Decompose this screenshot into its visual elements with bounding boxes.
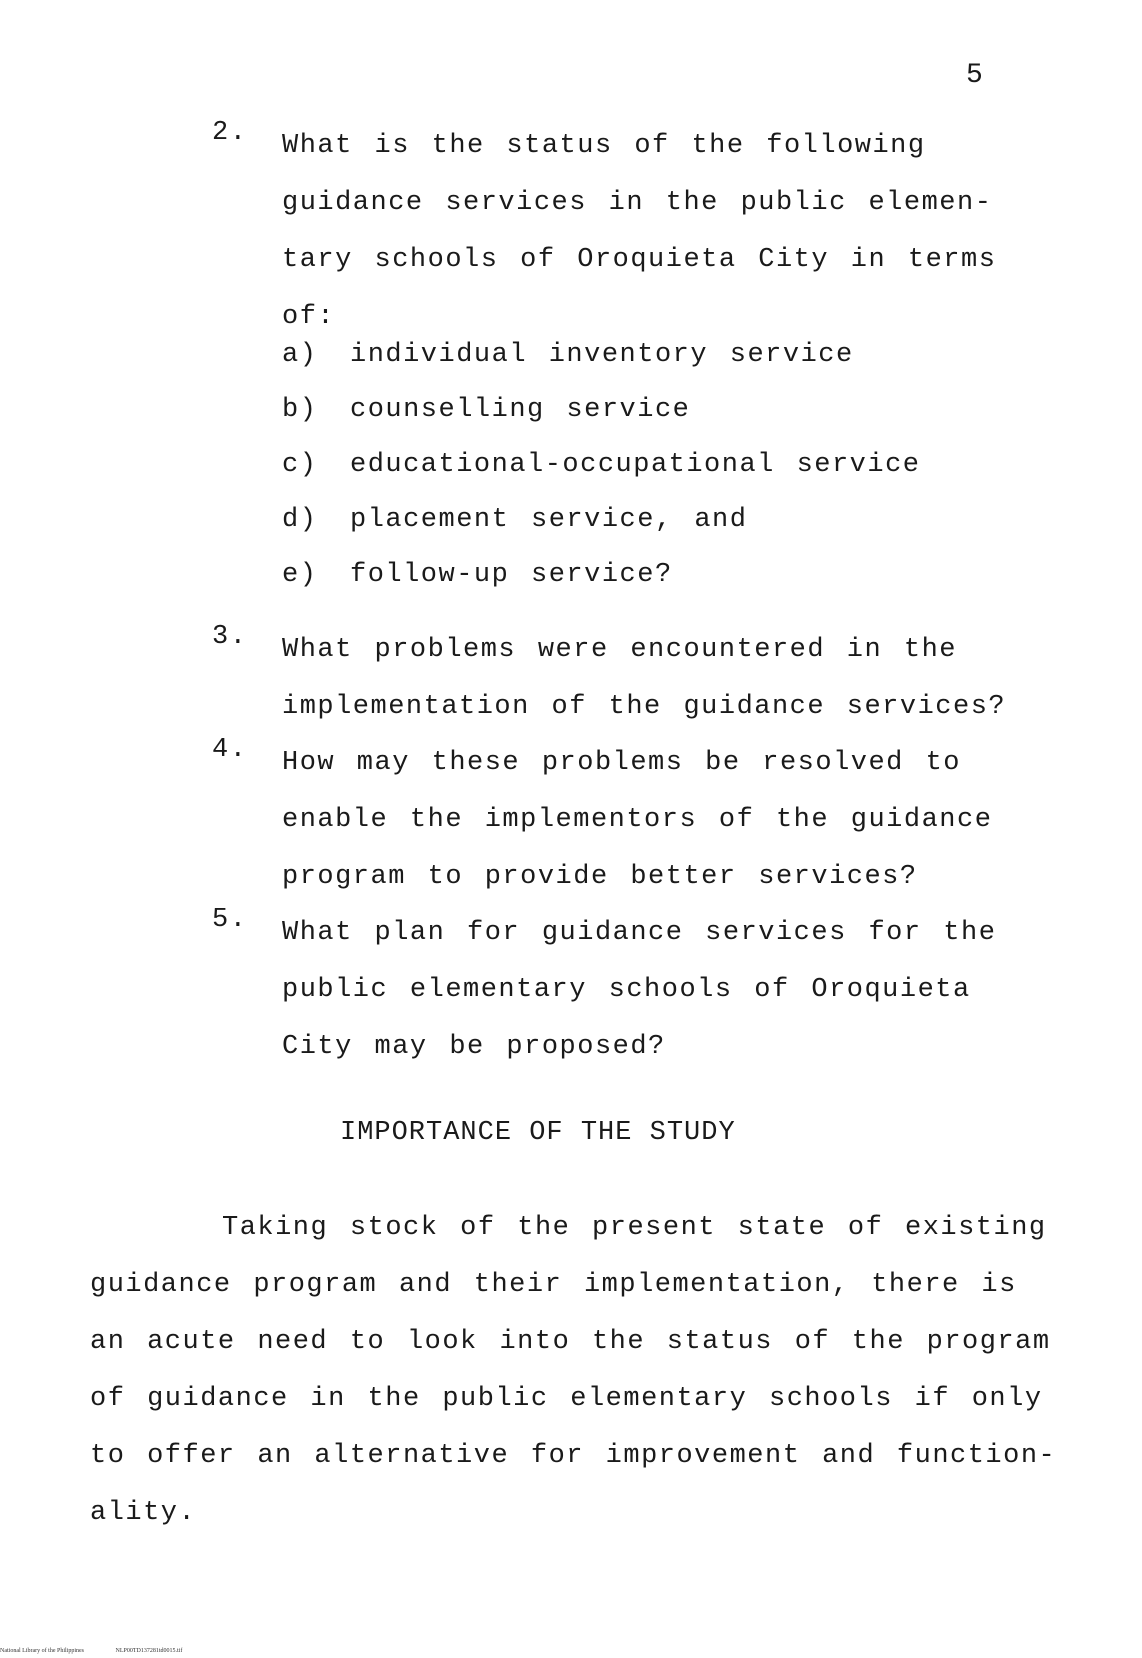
- text-line: tary schools of Oroquieta City in terms: [282, 245, 997, 275]
- sub-item-letter: d): [282, 505, 318, 535]
- text-line: implementation of the guidance services?: [282, 692, 1007, 722]
- question-number: 3.: [212, 622, 248, 652]
- sub-item-text: follow-up service?: [350, 560, 673, 590]
- question-text: [282, 622, 1007, 736]
- library-name: National Library of the Philippines: [0, 1648, 84, 1654]
- text-line: ality.: [90, 1498, 197, 1528]
- sub-item-letter: a): [282, 340, 318, 370]
- text-line: City may be proposed?: [282, 1032, 666, 1062]
- text-line: How may these problems be resolved to: [282, 748, 961, 778]
- text-line: an acute need to look into the status of the program: [90, 1327, 1051, 1357]
- text-line: to offer an alternative for improvement and function-: [90, 1441, 1057, 1471]
- sub-item-text: educational-occupational service: [350, 450, 921, 480]
- question-number: 2.: [212, 118, 248, 148]
- text-line: public elementary schools of Oroquieta: [282, 975, 971, 1005]
- body-paragraph: [90, 1200, 1057, 1542]
- text-line: guidance services in the public elemen-: [282, 188, 993, 218]
- sub-item-text: counselling service: [350, 395, 691, 425]
- question-text: [282, 905, 997, 1076]
- sub-item-letter: c): [282, 450, 318, 480]
- question-text: [282, 735, 993, 906]
- text-line: What problems were encountered in the: [282, 635, 957, 665]
- section-heading: IMPORTANCE OF THE STUDY: [340, 1118, 736, 1148]
- text-line: enable the implementors of the guidance: [282, 805, 993, 835]
- text-line: guidance program and their implementation, there is: [90, 1270, 1017, 1300]
- file-id: NLP00TD137281td0015.tif: [115, 1648, 183, 1654]
- sub-item-text: placement service, and: [350, 505, 748, 535]
- question-number: 4.: [212, 735, 248, 765]
- sub-item-text: individual inventory service: [350, 340, 854, 370]
- text-line: What plan for guidance services for the: [282, 918, 997, 948]
- text-line: Taking stock of the present state of existing: [222, 1213, 1047, 1243]
- text-line: of:: [282, 302, 336, 332]
- sub-item-letter: b): [282, 395, 318, 425]
- page-number: 5: [966, 60, 983, 91]
- question-number: 5.: [212, 905, 248, 935]
- text-line: of guidance in the public elementary schools if only: [90, 1384, 1043, 1414]
- text-line: program to provide better services?: [282, 862, 918, 892]
- sub-item-letter: e): [282, 560, 318, 590]
- scan-footer: [0, 1648, 212, 1654]
- question-text: [282, 118, 997, 346]
- text-line: What is the status of the following: [282, 131, 926, 161]
